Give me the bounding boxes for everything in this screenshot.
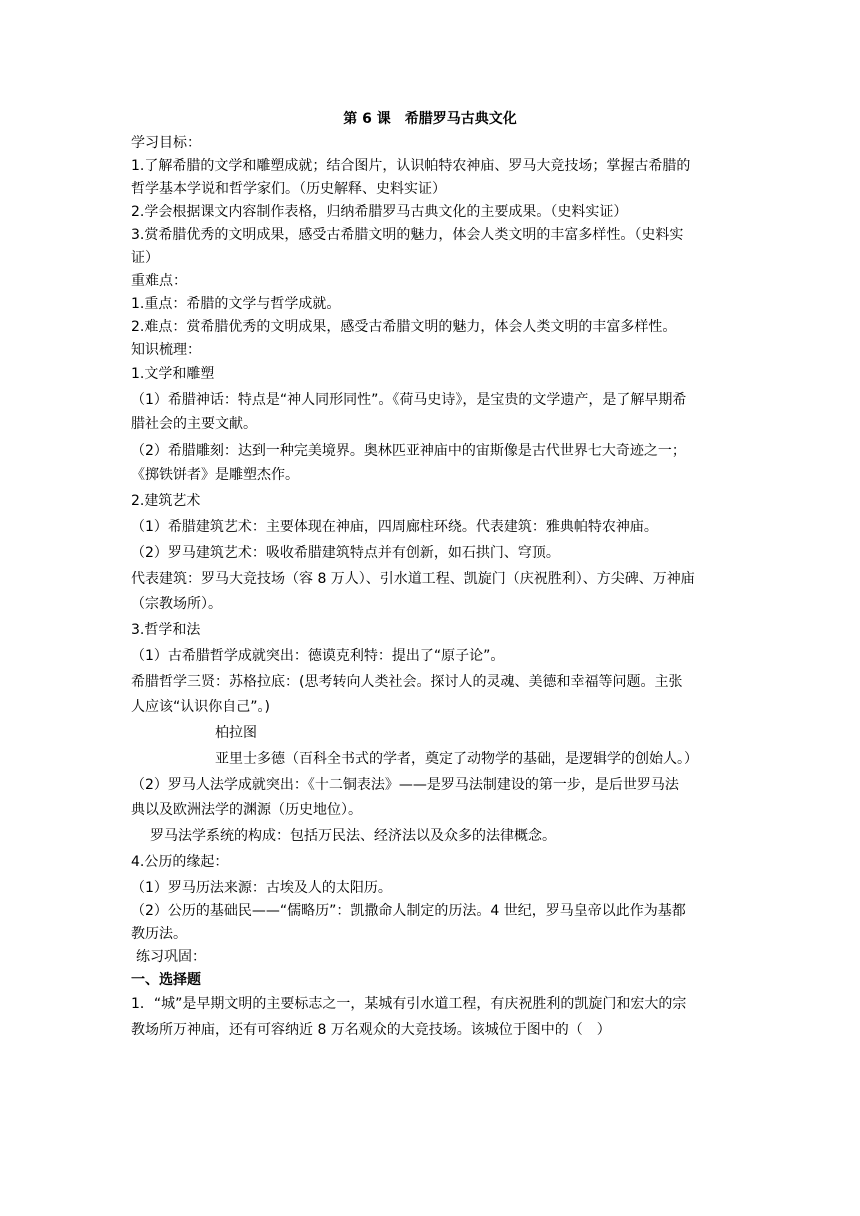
section-heading: 一、选择题 [131,972,201,988]
doc-line: 练习巩固： [136,949,206,965]
doc-line: （1）古希腊哲学成就突出：德谟克利特：提出了“原子论”。 [131,648,505,664]
doc-line: 知识梳理： [131,342,201,358]
doc-line: 2.难点：赏希腊优秀的文明成果，感受古希腊文明的魅力，体会人类文明的丰富多样性。 [131,319,677,335]
doc-line: 学习目标： [131,135,201,151]
question-line: 1．“城”是早期文明的主要标志之一，某城有引水道工程，有庆祝胜利的凯旋门和宏大的宗 [131,996,687,1012]
doc-line: 3.赏希腊优秀的文明成果，感受古希腊文明的魅力，体会人类文明的丰富多样性。（史料实 [131,227,684,243]
doc-line: 腊社会的主要文献。 [131,416,257,432]
doc-line: 罗马法学系统的构成：包括万民法、经济法以及众多的法律概念。 [150,828,556,844]
doc-line: （1）罗马历法来源：古埃及人的太阳历。 [131,880,392,896]
doc-line: （1）希腊神话：特点是“神人同形同性”。《荷马史诗》，是宝贵的文学遗产，是了解早期希 [131,392,687,408]
doc-line: 证） [131,250,159,266]
doc-line: （2）罗马人法学成就突出：《十二铜表法》——是罗马法制建设的第一步，是后世罗马法 [131,777,679,793]
doc-line: （2）罗马建筑艺术：吸收希腊建筑特点并有创新，如石拱门、穹顶。 [131,545,560,561]
doc-line: 代表建筑：罗马大竞技场（容 8 万人）、引水道工程、凯旋门（庆祝胜利）、方尖碑、万神庙 [131,571,695,587]
doc-line: （2）希腊雕刻：达到一种完美境界。奥林匹亚神庙中的宙斯像是古代世界七大奇迹之一； [131,443,686,459]
doc-line: 教历法。 [131,926,187,942]
doc-line: 1.了解希腊的文学和雕塑成就；结合图片，认识帕特农神庙、罗马大竞技场；掌握古希腊的 [131,158,691,174]
doc-line: （2）公历的基础民——“儒略历”：凯撒命人制定的历法。4 世纪，罗马皇帝以此作为基都 [131,903,686,919]
doc-line: 典以及欧洲法学的渊源（历史地位）。 [131,802,362,818]
doc-line: 哲学基本学说和哲学家们。（历史解释、史料实证） [131,181,446,197]
doc-line: 人应该“认识你自己”。) [131,699,270,715]
doc-line: （宗教场所）。 [131,596,222,612]
doc-line: 4.公历的缘起： [131,854,229,870]
doc-line: 亚里士多德（百科全书式的学者，奠定了动物学的基础，是逻辑学的创始人。） [215,751,698,767]
doc-line: 希腊哲学三贤：苏格拉底：(思考转向人类社会。探讨人的灵魂、美德和幸福等问题。主张 [131,674,683,690]
doc-line: 2.学会根据课文内容制作表格，归纳希腊罗马古典文化的主要成果。（史料实证） [131,204,628,220]
doc-line: 1.文学和雕塑 [131,366,215,382]
doc-line: （1）希腊建筑艺术：主要体现在神庙，四周廊柱环绕。代表建筑：雅典帕特农神庙。 [131,519,658,535]
doc-line: 3.哲学和法 [131,622,201,638]
doc-line: 重难点： [131,273,187,289]
doc-line: 2.建筑艺术 [131,493,201,509]
doc-line: 《掷铁饼者》是雕塑杰作。 [131,467,299,483]
question-line: 教场所万神庙，还有可容纳近 8 万名观众的大竞技场。该城位于图中的（ ） [131,1022,611,1038]
doc-line: 1.重点：希腊的文学与哲学成就。 [131,296,341,312]
page-title: 第 6 课 希腊罗马古典文化 [343,111,517,127]
doc-line: 柏拉图 [215,725,257,741]
